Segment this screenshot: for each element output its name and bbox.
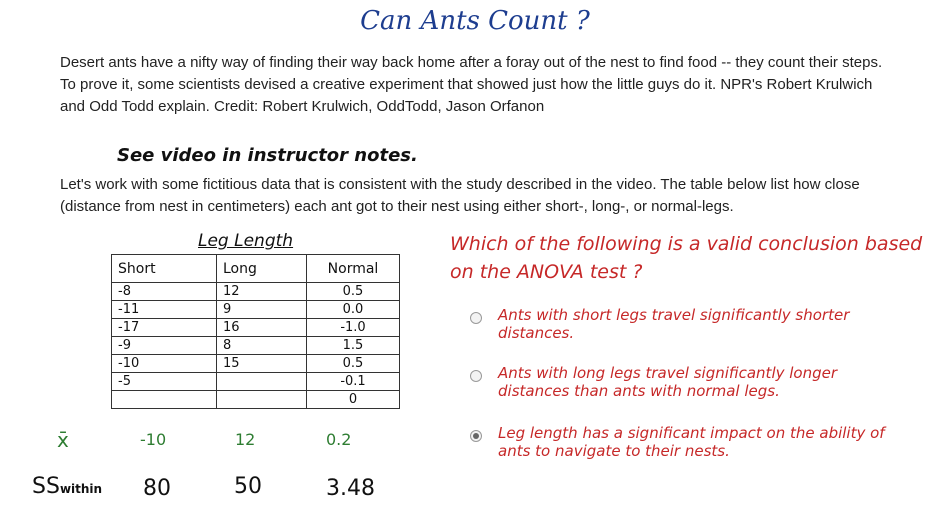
mean-short: -10 (140, 430, 167, 449)
mean-label: x̄ (57, 428, 69, 452)
table-cell (217, 391, 307, 409)
table-cell: -0.1 (307, 373, 400, 391)
table-cell: 0.0 (307, 301, 400, 319)
table-row (112, 355, 400, 373)
table-cell: -9 (112, 337, 217, 355)
table-cell: 0 (307, 391, 400, 409)
ss-short: 80 (143, 476, 171, 501)
table-cell: 0.5 (307, 355, 400, 373)
ss-long: 50 (234, 474, 262, 499)
answer-option-3[interactable] (470, 424, 920, 460)
answer-option-2[interactable] (470, 364, 920, 400)
ss-label: SS (32, 474, 60, 499)
table-cell: -1.0 (307, 319, 400, 337)
table-cell: 15 (217, 355, 307, 373)
table-cell: 8 (217, 337, 307, 355)
table-row (112, 319, 400, 337)
table-cell: 16 (217, 319, 307, 337)
table-cell: 0.5 (307, 283, 400, 301)
answer-option-1[interactable] (470, 306, 920, 342)
table-cell (217, 373, 307, 391)
table-cell: 12 (217, 283, 307, 301)
answer-option-label[interactable]: Ants with short legs travel significantly shorter distances. (498, 306, 850, 342)
quiz-question: Which of the following is a valid conclusion based on the ANOVA test ? (450, 233, 923, 283)
ss-subscript: within (59, 482, 103, 496)
table-row (112, 283, 400, 301)
instructor-notes-hint: See video in instructor notes. (117, 145, 418, 166)
radio-button[interactable] (470, 312, 482, 324)
answer-option-label[interactable]: Ants with long legs travel significantly longer distances than ants with normal legs. (498, 364, 838, 400)
page-title: Can Ants Count ? (360, 6, 590, 36)
table-row (112, 373, 400, 391)
table-cell: 9 (217, 301, 307, 319)
ant-distance-table (111, 254, 400, 409)
table-cell: -10 (112, 355, 217, 373)
table-cell (112, 391, 217, 409)
mean-long: 12 (235, 430, 256, 449)
table-header-row (112, 255, 400, 283)
table-cell: 1.5 (307, 337, 400, 355)
radio-button[interactable] (470, 370, 482, 382)
intro-paragraph: Desert ants have a nifty way of finding their way back home after a foray out of the nest to find food -- they count their steps. To prove it, some scientists devised a creative experiment that showed just how the little guys do it. NPR's Robert Krulwich and Odd Todd explain. Credit: Robert Krulwich, OddTodd, Jason Orfanon (60, 54, 883, 115)
table-row (112, 301, 400, 319)
ss-within-label (32, 474, 102, 499)
radio-button-selected[interactable] (470, 430, 482, 442)
leg-length-header: Leg Length (198, 231, 294, 251)
table-cell: -11 (112, 301, 217, 319)
table-cell: -5 (112, 373, 217, 391)
answer-option-label[interactable]: Leg length has a significant impact on the ability of ants to navigate to their nests. (498, 424, 885, 460)
mean-normal: 0.2 (326, 430, 352, 449)
table-cell: -17 (112, 319, 217, 337)
table-cell: -8 (112, 283, 217, 301)
ss-normal: 3.48 (326, 476, 375, 501)
table-row (112, 391, 400, 409)
column-header-short: Short (112, 255, 217, 283)
table-row (112, 337, 400, 355)
column-header-long: Long (217, 255, 307, 283)
data-description: Let's work with some fictitious data that is consistent with the study described in the video. The table below list how close (distance from nest in centimeters) each ant got to their nest using either short-, long-, or normal-legs. (60, 176, 860, 215)
column-header-normal: Normal (307, 255, 400, 283)
